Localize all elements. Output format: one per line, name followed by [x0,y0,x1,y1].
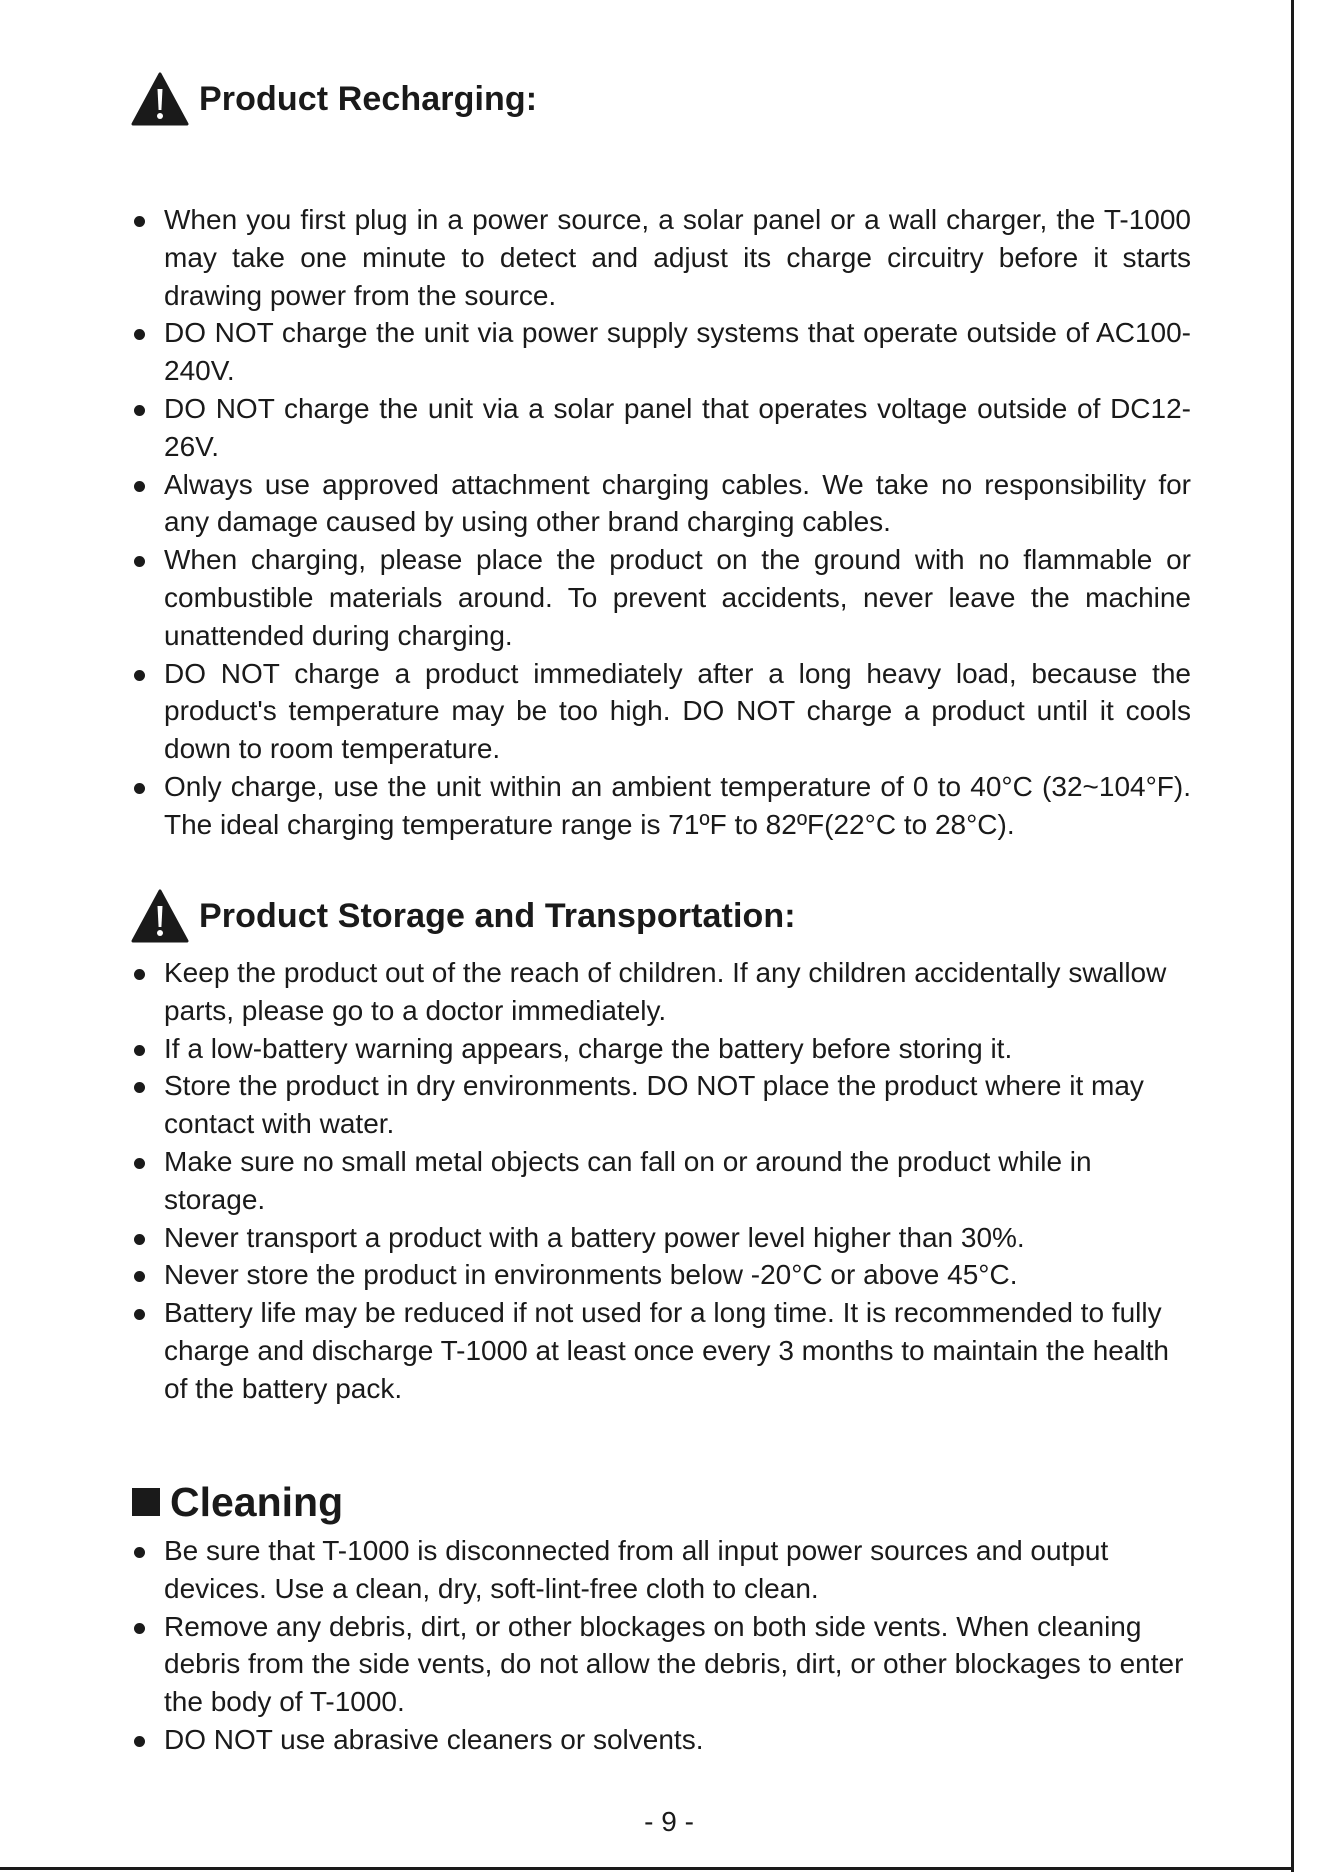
list-item: Never store the product in environments below -20°C or above 45°C. [131,1256,1191,1294]
bullet-icon [134,1547,145,1558]
list-item: Be sure that T-1000 is disconnected from all input power sources and output devices. Use a clean, dry, soft-lint-free cloth to clean. [131,1532,1191,1608]
list-item: DO NOT charge a product immediately after a long heavy load, because the product's temperature may be too high. DO NOT charge a product until it cools down to room temperature. [131,655,1191,768]
page-number: - 9 - [644,1806,694,1837]
list-item: Only charge, use the unit within an ambient temperature of 0 to 40°C (32~104°F). The ideal charging temperature range is 71ºF to 82ºF(22°C to 28°C). [131,768,1191,844]
section-product-recharging [131,69,1191,844]
list-item: If a low-battery warning appears, charge the battery before storing it. [131,1030,1191,1068]
bullet-icon [134,1271,145,1282]
bullet-icon [134,670,145,681]
bullet-icon [134,1158,145,1169]
bullet-icon [134,1309,145,1320]
bullet-icon [134,556,145,567]
bullet-list [131,954,1191,1408]
bullet-icon [134,1234,145,1245]
page-right-border [1291,0,1294,1872]
bullet-icon [134,1623,145,1634]
list-item: Keep the product out of the reach of children. If any children accidentally swallow parts, please go to a doctor immediately. [131,954,1191,1030]
warning-triangle-icon [131,889,189,943]
bullet-icon [134,783,145,794]
list-item: Battery life may be reduced if not used for a long time. It is recommended to fully charge and discharge T-1000 at least once every 3 months to maintain the health of the battery pack. [131,1294,1191,1407]
list-item: When charging, please place the product on the ground with no flammable or combustible materials around. To prevent accidents, never leave the machine unattended during charging. [131,541,1191,654]
section-heading [131,1474,1191,1530]
bullet-icon [134,1082,145,1093]
bullet-icon [134,969,145,980]
black-square-icon [132,1488,160,1516]
section-heading [131,69,1191,129]
bullet-icon [134,1736,145,1747]
list-item: DO NOT charge the unit via power supply systems that operate outside of AC100-240V. [131,314,1191,390]
list-item: Never transport a product with a battery power level higher than 30%. [131,1219,1191,1257]
bullet-list [131,1532,1191,1759]
section-title: Cleaning [170,1478,344,1525]
list-item: Remove any debris, dirt, or other blockages on both side vents. When cleaning debris from the side vents, do not allow the debris, dirt, or other blockages to enter the body of T-1000. [131,1608,1191,1721]
list-item: When you first plug in a power source, a solar panel or a wall charger, the T-1000 may take one minute to detect and adjust its charge circuitry before it starts drawing power from the source. [131,201,1191,314]
bullet-icon [134,405,145,416]
section-heading [131,886,1191,946]
bullet-icon [134,216,145,227]
section-title: Product Storage and Transportation: [199,896,796,935]
list-item: Make sure no small metal objects can fall on or around the product while in storage. [131,1143,1191,1219]
bullet-icon [134,329,145,340]
list-item: DO NOT use abrasive cleaners or solvents. [131,1721,1191,1759]
list-item: Store the product in dry environments. DO NOT place the product where it may contact with water. [131,1067,1191,1143]
section-title: Product Recharging: [199,79,538,118]
section-product-storage [131,886,1191,1408]
bullet-icon [134,1045,145,1056]
list-item: Always use approved attachment charging cables. We take no responsibility for any damage caused by using other brand charging cables. [131,466,1191,542]
warning-triangle-icon [131,72,189,126]
page-bottom-border [0,1867,1294,1870]
bullet-icon [134,481,145,492]
section-cleaning [131,1474,1191,1759]
bullet-list [131,201,1191,844]
list-item: DO NOT charge the unit via a solar panel that operates voltage outside of DC12-26V. [131,390,1191,466]
